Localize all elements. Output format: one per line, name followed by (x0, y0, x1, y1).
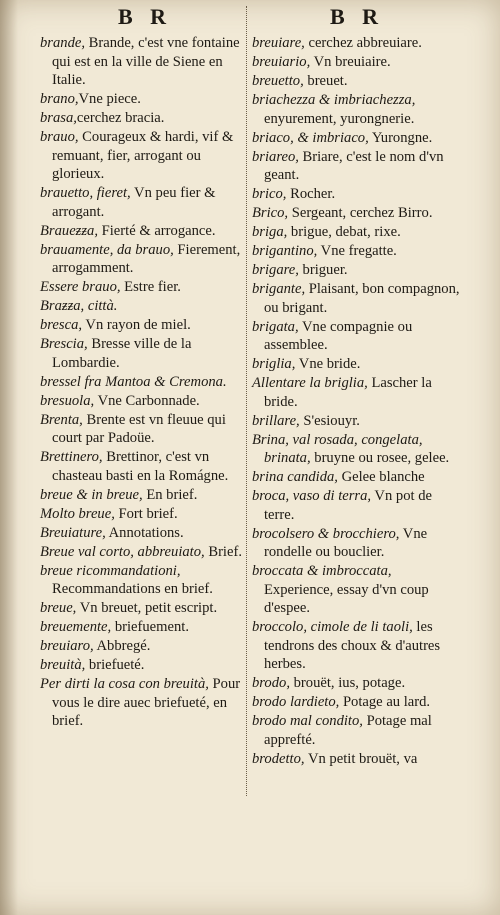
entry-definition: Estre fier. (120, 279, 181, 295)
entry-definition: Bresse ville de la Lombardie. (52, 336, 192, 371)
dictionary-entry (252, 204, 462, 223)
dictionary-entry (40, 109, 246, 128)
entry-headword: briareo, (252, 148, 299, 165)
entry-definition: Vn petit brouët, va (304, 750, 418, 767)
entry-definition: enyurement, yurongnerie. (264, 110, 415, 127)
entry-headword: bresca, (40, 317, 83, 333)
entry-definition: Brettinor, c'est vn chasteau basti en la Romágne. (52, 449, 229, 484)
entry-headword: briachezza & imbriachezza, (252, 92, 416, 108)
column-divider (246, 6, 248, 796)
entry-definition: Vne rondelle ou bouclier. (264, 525, 428, 560)
dictionary-entry (40, 34, 246, 90)
entry-definition: Brief. (204, 543, 242, 560)
dictionary-entry (252, 712, 462, 749)
entry-definition: Fort brief. (114, 505, 178, 522)
dictionary-entry (40, 335, 246, 372)
dictionary-entry (252, 242, 462, 261)
entry-definition: Vn pot de terre. (264, 488, 432, 523)
dictionary-entry (40, 278, 246, 297)
dictionary-entry (252, 34, 462, 53)
entry-definition: Vne piece. (78, 91, 141, 107)
dictionary-entry (40, 637, 246, 656)
header-right: B R (330, 4, 385, 29)
entry-headword: Brico, (252, 205, 289, 221)
dictionary-entry (252, 750, 462, 769)
dictionary-entry (252, 674, 462, 693)
dictionary-entry (252, 129, 462, 148)
dictionary-entry (252, 618, 462, 674)
dictionary-entry (252, 148, 462, 185)
entry-headword: brasa, (40, 110, 77, 126)
dictionary-entry (40, 505, 246, 524)
left-column (40, 34, 246, 731)
entry-headword: broccolo, cimole de li taoli, (252, 619, 413, 635)
dictionary-entry (40, 486, 246, 505)
entry-headword: brigante, (252, 281, 306, 297)
entry-definition: Vn rayon de miel. (82, 317, 191, 333)
entry-headword: brigantino, (252, 243, 318, 259)
dictionary-entry (252, 72, 462, 91)
entry-definition: Pour vous le dire auec briefueté, en brief. (52, 676, 241, 729)
entry-headword: Molto breue, (40, 505, 115, 522)
entry-headword: Allentare la briglia, (252, 375, 368, 391)
entry-definition: les tendrons des choux & d'autres herbes. (264, 619, 441, 672)
entry-definition: brouët, ius, potage. (289, 675, 406, 691)
dictionary-entry (40, 675, 246, 731)
entry-headword: breuetto, (252, 73, 304, 89)
entry-headword: brauamente, da brauo, (40, 241, 174, 258)
dictionary-entry (40, 656, 246, 675)
entry-headword: brauetto, fieret, (40, 185, 131, 201)
entry-headword: Brescia, (40, 336, 88, 352)
entry-headword: Brina, val rosada, congelata, brinata, (252, 431, 423, 466)
entry-definition: Annotations. (105, 524, 184, 541)
entry-headword: Brettinero, (40, 449, 103, 465)
entry-headword: Per dirti la cosa con breuità, (40, 676, 209, 692)
gutter-shadow (0, 0, 18, 915)
dictionary-entry (40, 297, 246, 316)
dictionary-entry (40, 543, 246, 562)
entry-headword: breue, (40, 600, 77, 616)
dictionary-entry (40, 562, 246, 599)
entry-definition: Vn breuet, petit escript. (76, 600, 218, 616)
dictionary-entry (252, 355, 462, 374)
entry-definition: Experience, essay d'vn coup d'espee. (264, 581, 429, 616)
right-column (252, 34, 462, 769)
entry-headword: breue & in breue, (40, 486, 143, 503)
entry-headword: Brenta, (40, 411, 83, 428)
entry-definition: Fierté & arrogance. (97, 222, 216, 239)
dictionary-entry (252, 374, 462, 411)
dictionary-entry (40, 373, 246, 392)
entry-definition: Brande, c'est vne fontaine qui est en la ville de Siene en Italie. (52, 35, 240, 88)
dictionary-entry (252, 487, 462, 524)
entry-headword: brande, (40, 35, 85, 51)
dictionary-entry (252, 468, 462, 487)
dictionary-entry (252, 562, 462, 618)
entry-headword: bresuola, (40, 392, 95, 409)
dictionary-entry (40, 524, 246, 543)
dictionary-entry (40, 222, 246, 241)
dictionary-entry (252, 53, 462, 72)
entry-headword: broccata & imbroccata, (252, 563, 392, 579)
entry-definition: Vn breuiaire. (310, 54, 391, 70)
entry-definition: Vn peu fier & arrogant. (52, 185, 216, 220)
entry-headword: brodo mal condito, (252, 713, 363, 729)
dictionary-entry (252, 185, 462, 204)
dictionary-entry (40, 599, 246, 618)
entry-headword: brodo lardieto, (252, 694, 340, 710)
dictionary-entry (252, 693, 462, 712)
dictionary-entry (252, 261, 462, 280)
dictionary-entry (40, 128, 246, 184)
dictionary-entry (252, 431, 462, 468)
entry-definition: Brente est vn fleuue qui court par Padoüe. (52, 411, 226, 446)
entry-headword: brocolsero & brocchiero, (252, 525, 400, 542)
entry-headword: brauo, (40, 129, 79, 145)
dictionary-entry (40, 392, 246, 411)
entry-headword: breuiario, (252, 54, 311, 70)
dictionary-entry (252, 223, 462, 242)
running-header (0, 4, 500, 32)
entry-headword: breuiare, (252, 35, 305, 51)
entry-definition: Plaisant, bon compagnon, ou brigant. (264, 281, 460, 316)
entry-definition: breuet. (303, 73, 348, 89)
entry-headword: bressel fra Mantoa & Cremona. (40, 373, 227, 390)
entry-headword: broca, vaso di terra, (252, 488, 372, 504)
entry-definition: Potage mal apprefté. (264, 713, 432, 748)
entry-headword: breue ricommandationi, (40, 562, 181, 579)
entry-definition: Rocher. (286, 186, 336, 202)
entry-headword: brodo, (252, 675, 290, 691)
entry-definition: bruyne ou rosee, gelee. (310, 450, 450, 466)
entry-headword: Braƶƶa, città. (40, 298, 118, 314)
entry-headword: breuiaro, (40, 638, 94, 654)
dictionary-entry (40, 448, 246, 485)
entry-definition: brigue, debat, rixe. (287, 224, 401, 240)
entry-definition: Vne fregatte. (317, 243, 397, 259)
dictionary-entry (252, 318, 462, 355)
entry-headword: brico, (252, 186, 287, 202)
entry-headword: brigare, (252, 262, 299, 278)
entry-definition: Sergeant, cerchez Birro. (288, 205, 433, 221)
entry-headword: briglia, (252, 356, 296, 372)
entry-definition: S'esiouyr. (299, 412, 360, 429)
dictionary-entry (40, 618, 246, 637)
entry-definition: Courageux & hardi, vif & remuant, fier, arrogant ou glorieux. (52, 129, 234, 182)
dictionary-entry (252, 280, 462, 317)
entry-headword: Breuiature, (40, 524, 106, 541)
entry-definition: briefuement. (111, 619, 189, 635)
dictionary-entry (40, 316, 246, 335)
entry-definition: Recommandations en brief. (52, 581, 213, 597)
entry-definition: Briare, c'est le nom d'vn geant. (264, 148, 444, 183)
entry-headword: Braueƶƶa, (40, 222, 98, 239)
entry-headword: briga, (252, 224, 288, 240)
entry-definition: briguer. (298, 262, 348, 278)
entry-definition: Vne Carbonnade. (94, 392, 200, 409)
entry-definition: Vne compagnie ou assemblee. (264, 318, 413, 353)
entry-definition: Fierement, arrogamment. (52, 241, 241, 276)
entry-headword: brigata, (252, 318, 299, 335)
dictionary-entry (252, 91, 462, 128)
dictionary-entry (40, 411, 246, 448)
entry-definition: Vne bride. (295, 356, 361, 372)
entry-definition: Lascher la bride. (264, 375, 432, 410)
entry-headword: breuemente, (40, 619, 112, 635)
dictionary-entry (252, 412, 462, 431)
entry-definition: Yurongne. (368, 129, 433, 146)
entry-headword: breuità, (40, 657, 86, 673)
entry-definition: cerchez bracia. (76, 110, 165, 126)
entry-headword: briaco, & imbriaco, (252, 129, 369, 146)
entry-headword: Breue val corto, abbreuiato, (40, 543, 205, 560)
entry-definition: Potage au lard. (339, 694, 431, 710)
dictionary-entry (40, 241, 246, 278)
entry-headword: brodetto, (252, 750, 305, 767)
dictionary-entry (40, 184, 246, 221)
entry-definition: Gelee blanche (337, 469, 425, 485)
entry-definition: Abbregé. (93, 638, 151, 654)
dictionary-entry (40, 90, 246, 109)
entry-headword: Essere brauo, (40, 279, 121, 295)
entry-definition: briefueté. (85, 657, 145, 673)
entry-headword: brillare, (252, 412, 300, 429)
entry-headword: brano, (40, 91, 79, 107)
dictionary-entry (252, 525, 462, 562)
entry-definition: cerchez abbreuiare. (304, 35, 422, 51)
header-left: B R (118, 4, 173, 29)
entry-headword: brina candida, (252, 469, 338, 485)
entry-definition: En brief. (142, 486, 198, 503)
